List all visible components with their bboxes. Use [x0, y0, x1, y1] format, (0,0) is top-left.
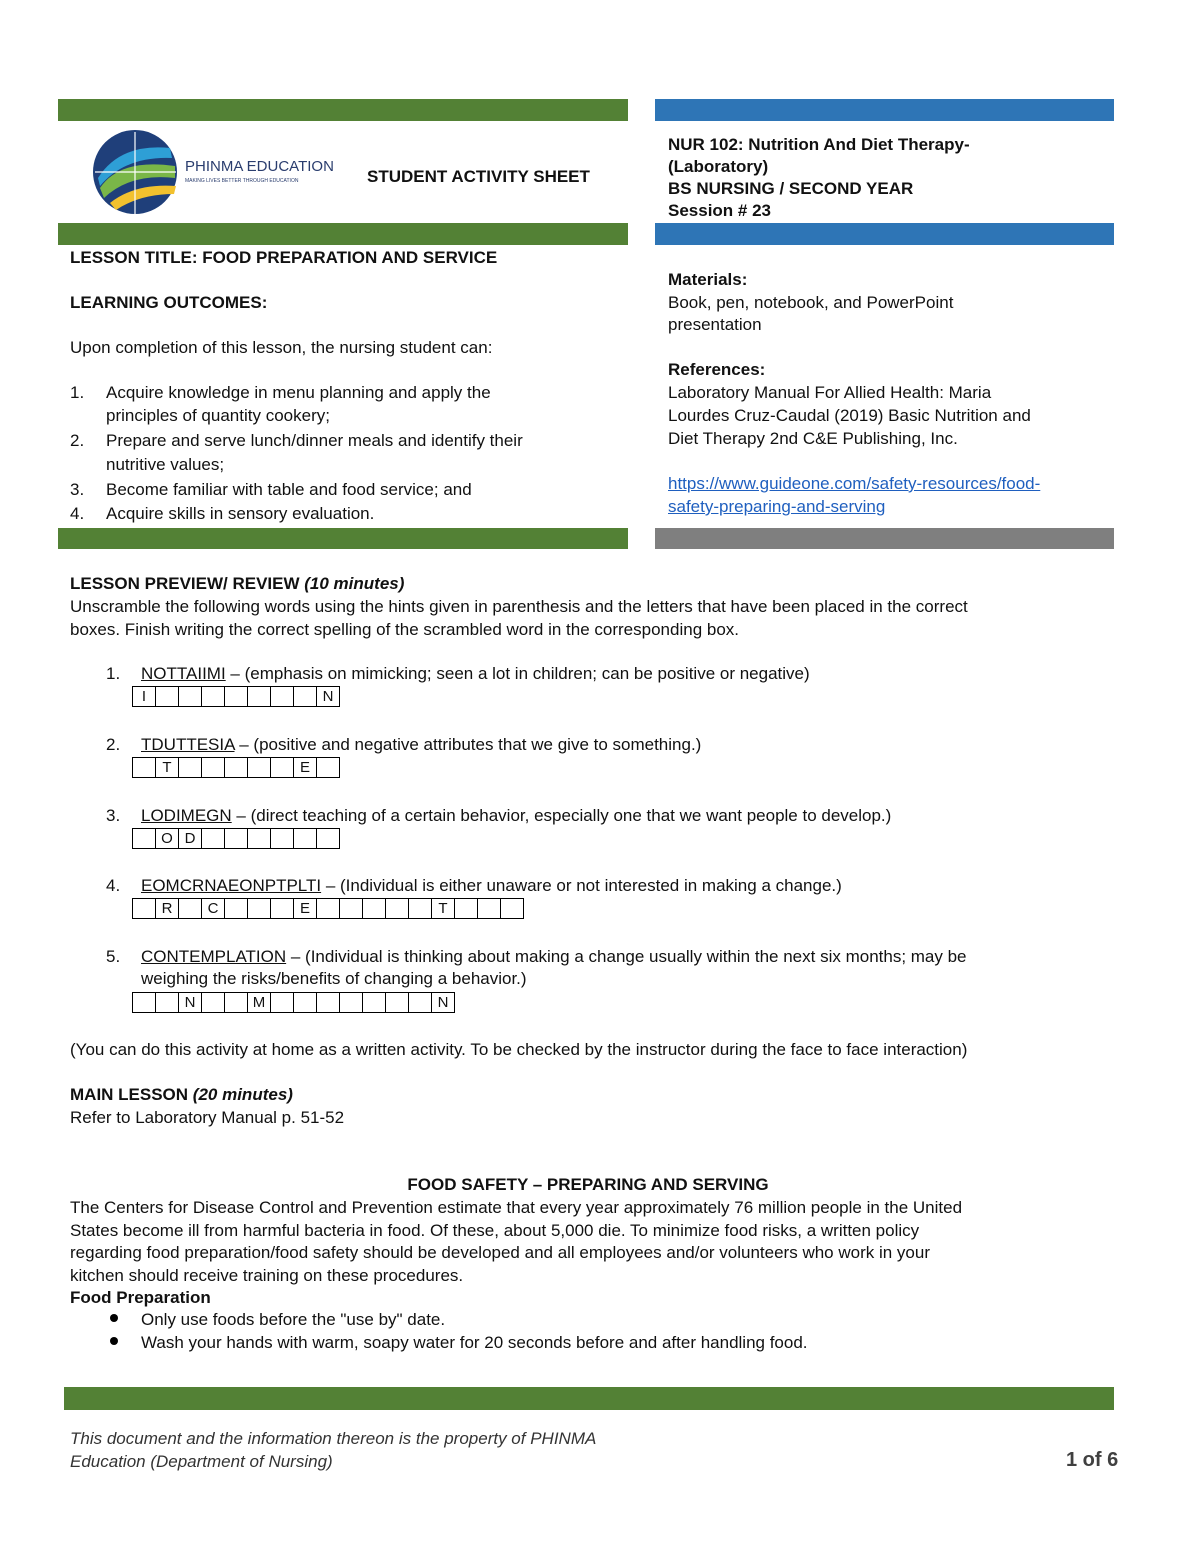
bullet-item-2: Wash your hands with warm, soapy water for 20 seconds before and after handling food.	[141, 1333, 808, 1352]
item-5-hint-line2: weighing the risks/benefits of changing a behavior.)	[141, 969, 527, 988]
food-safety-para-line1: The Centers for Disease Control and Prevention estimate that every year approximately 76 million people in the United	[70, 1198, 963, 1217]
letter-box[interactable]	[155, 686, 179, 707]
references-heading: References:	[668, 360, 766, 379]
letter-box[interactable]	[247, 757, 271, 778]
letter-box[interactable]	[270, 992, 294, 1013]
main-lesson-heading-text: MAIN LESSON	[70, 1085, 193, 1104]
mid-right-bar	[655, 223, 1114, 245]
logo-name: PHINMA EDUCATION	[185, 158, 334, 175]
letter-box[interactable]	[500, 898, 524, 919]
bullet-icon	[110, 1337, 118, 1345]
letter-box[interactable]: N	[316, 686, 340, 707]
preview-instructions-line1: Unscramble the following words using the hints given in parenthesis and the letters that have been placed in the correct	[70, 597, 968, 616]
letter-box[interactable]	[224, 828, 248, 849]
reference-link-line2[interactable]: safety-preparing-and-serving	[668, 497, 886, 516]
lower-right-bar	[655, 528, 1114, 549]
letter-box[interactable]	[316, 992, 340, 1013]
letter-box[interactable]	[201, 686, 225, 707]
letter-box[interactable]	[477, 898, 501, 919]
letter-box[interactable]	[316, 898, 340, 919]
reference-line2: Lourdes Cruz-Caudal (2019) Basic Nutrition and	[668, 406, 1031, 425]
item-5-hint: – (Individual is thinking about making a change usually within the next six months; may be	[286, 947, 967, 966]
letter-box[interactable]	[224, 686, 248, 707]
food-safety-title: FOOD SAFETY – PREPARING AND SERVING	[407, 1175, 769, 1194]
letter-box[interactable]: O	[155, 828, 179, 849]
letter-box[interactable]: I	[132, 686, 156, 707]
item-1-num: 1.	[106, 664, 121, 683]
preview-heading-text: LESSON PREVIEW/ REVIEW	[70, 574, 305, 593]
letter-box[interactable]	[293, 992, 317, 1013]
letter-box[interactable]	[362, 898, 386, 919]
letter-box[interactable]	[247, 828, 271, 849]
item-1-hint: – (emphasis on mimicking; seen a lot in children; can be positive or negative)	[225, 664, 810, 683]
item-3-hint: – (direct teaching of a certain behavior, especially one that we want people to develop.)	[231, 806, 892, 825]
letter-box[interactable]	[155, 992, 179, 1013]
item-4-word: EOMCRNAEONPTPLTI	[141, 876, 322, 895]
preview-heading	[70, 573, 404, 595]
letter-box[interactable]	[293, 686, 317, 707]
item-4-text	[141, 875, 842, 897]
materials-heading: Materials:	[668, 270, 748, 289]
letter-box[interactable]	[132, 992, 156, 1013]
reference-line3: Diet Therapy 2nd C&E Publishing, Inc.	[668, 429, 958, 448]
outcome-3-num: 3.	[70, 480, 85, 499]
letter-box[interactable]	[293, 828, 317, 849]
outcome-1-num: 1.	[70, 383, 85, 402]
item-2-word: TDUTTESIA	[141, 735, 235, 754]
letter-box[interactable]	[339, 992, 363, 1013]
page-number: 1 of 6	[1066, 1449, 1119, 1471]
letter-box[interactable]	[132, 828, 156, 849]
item-1-boxes[interactable]	[133, 686, 340, 707]
outcome-1-line2: principles of quantity cookery;	[106, 406, 330, 425]
reference-line1: Laboratory Manual For Allied Health: Maria	[668, 383, 992, 402]
item-2-boxes[interactable]	[133, 757, 340, 778]
bullet-icon	[110, 1314, 118, 1322]
letter-box[interactable]	[201, 757, 225, 778]
letter-box[interactable]: T	[431, 898, 455, 919]
letter-box[interactable]	[316, 828, 340, 849]
top-left-bar	[58, 99, 628, 121]
lower-left-bar	[58, 528, 628, 549]
food-preparation-heading: Food Preparation	[70, 1288, 211, 1307]
letter-box[interactable]	[247, 686, 271, 707]
item-3-boxes[interactable]	[133, 828, 340, 849]
letter-box[interactable]: E	[293, 757, 317, 778]
letter-box[interactable]: E	[293, 898, 317, 919]
letter-box[interactable]	[201, 992, 225, 1013]
item-1-word: NOTTAIIMI	[141, 664, 226, 683]
letter-box[interactable]	[178, 898, 202, 919]
sheet-title: STUDENT ACTIVITY SHEET	[367, 167, 590, 186]
letter-box[interactable]	[178, 686, 202, 707]
preview-heading-time: (10 minutes)	[304, 574, 405, 593]
letter-box[interactable]	[316, 757, 340, 778]
outcome-2-line1: Prepare and serve lunch/dinner meals and identify their	[106, 431, 523, 450]
item-5-boxes[interactable]	[133, 992, 455, 1013]
item-2-text	[141, 734, 701, 756]
letter-box[interactable]	[385, 898, 409, 919]
letter-box[interactable]	[224, 992, 248, 1013]
bullet-item-1: Only use foods before the "use by" date.	[141, 1310, 446, 1329]
phinma-logo	[90, 128, 335, 218]
food-safety-para-line3: regarding food preparation/food safety should be developed and all employees and/or volunteers who work in your	[70, 1243, 930, 1262]
food-safety-para-line4: kitchen should receive training on these procedures.	[70, 1266, 464, 1285]
footer-line1: This document and the information thereon is the property of PHINMA	[70, 1429, 597, 1448]
item-5-text	[141, 946, 967, 968]
letter-box[interactable]	[224, 757, 248, 778]
course-title: NUR 102: Nutrition And Diet Therapy-	[668, 135, 970, 154]
main-lesson-ref: Refer to Laboratory Manual p. 51-52	[70, 1108, 345, 1127]
outcome-2-num: 2.	[70, 431, 85, 450]
food-safety-para-line2: States become ill from harmful bacteria in food. Of these, about 5,000 die. To minimize food risks, a written policy	[70, 1221, 920, 1240]
letter-box[interactable]: C	[201, 898, 225, 919]
main-lesson-heading	[70, 1084, 293, 1106]
letter-box[interactable]: N	[178, 992, 202, 1013]
footer-bar	[64, 1387, 1114, 1410]
letter-box[interactable]	[339, 898, 363, 919]
logo-tagline: MAKING LIVES BETTER THROUGH EDUCATION	[185, 178, 299, 184]
letter-box[interactable]	[270, 757, 294, 778]
letter-box[interactable]	[408, 898, 432, 919]
item-4-boxes[interactable]	[133, 898, 524, 919]
letter-box[interactable]: M	[247, 992, 271, 1013]
outcome-1-line1: Acquire knowledge in menu planning and apply the	[106, 383, 491, 402]
letter-box[interactable]	[178, 757, 202, 778]
item-3-num: 3.	[106, 806, 121, 825]
session: Session # 23	[668, 201, 772, 220]
letter-box[interactable]: R	[155, 898, 179, 919]
outcome-2-line2: nutritive values;	[106, 455, 225, 474]
main-lesson-heading-time: (20 minutes)	[192, 1085, 293, 1104]
item-2-num: 2.	[106, 735, 121, 754]
item-5-num: 5.	[106, 947, 121, 966]
reference-link-line1[interactable]: https://www.guideone.com/safety-resources/food-	[668, 474, 1041, 493]
letter-box[interactable]	[132, 898, 156, 919]
letter-box[interactable]	[454, 898, 478, 919]
letter-box[interactable]	[385, 992, 409, 1013]
item-4-num: 4.	[106, 876, 121, 895]
letter-box[interactable]	[270, 686, 294, 707]
item-4-hint: – (Individual is either unaware or not interested in making a change.)	[321, 876, 842, 895]
letter-box[interactable]	[132, 757, 156, 778]
letter-box[interactable]	[362, 992, 386, 1013]
item-1-text	[141, 663, 810, 685]
materials-line2: presentation	[668, 315, 762, 334]
item-3-text	[141, 805, 891, 827]
letter-box[interactable]	[247, 898, 271, 919]
course-subtitle: (Laboratory)	[668, 157, 769, 176]
outcomes-heading: LEARNING OUTCOMES:	[70, 293, 268, 312]
letter-box[interactable]: N	[431, 992, 455, 1013]
item-3-word: LODIMEGN	[141, 806, 232, 825]
letter-box[interactable]: D	[178, 828, 202, 849]
footer-line2: Education (Department of Nursing)	[70, 1452, 333, 1471]
item-5-word: CONTEMPLATION	[141, 947, 287, 966]
lesson-title: LESSON TITLE: FOOD PREPARATION AND SERVICE	[70, 248, 498, 267]
letter-box[interactable]	[224, 898, 248, 919]
preview-instructions-line2: boxes. Finish writing the correct spelling of the scrambled word in the corresponding box.	[70, 620, 740, 639]
activity-note: (You can do this activity at home as a written activity. To be checked by the instructor during the face to face interaction)	[70, 1040, 968, 1059]
letter-box[interactable]	[270, 828, 294, 849]
outcome-4-num: 4.	[70, 504, 85, 523]
outcomes-intro: Upon completion of this lesson, the nursing student can:	[70, 338, 493, 357]
letter-box[interactable]	[270, 898, 294, 919]
mid-left-bar	[58, 223, 628, 245]
outcome-3-line1: Become familiar with table and food service; and	[106, 480, 472, 499]
outcome-4-line1: Acquire skills in sensory evaluation.	[106, 504, 375, 523]
letter-box[interactable]: T	[155, 757, 179, 778]
letter-box[interactable]	[201, 828, 225, 849]
top-right-bar	[655, 99, 1114, 121]
materials-line1: Book, pen, notebook, and PowerPoint	[668, 293, 954, 312]
letter-box[interactable]	[408, 992, 432, 1013]
item-2-hint: – (positive and negative attributes that we give to something.)	[234, 735, 702, 754]
program: BS NURSING / SECOND YEAR	[668, 179, 914, 198]
